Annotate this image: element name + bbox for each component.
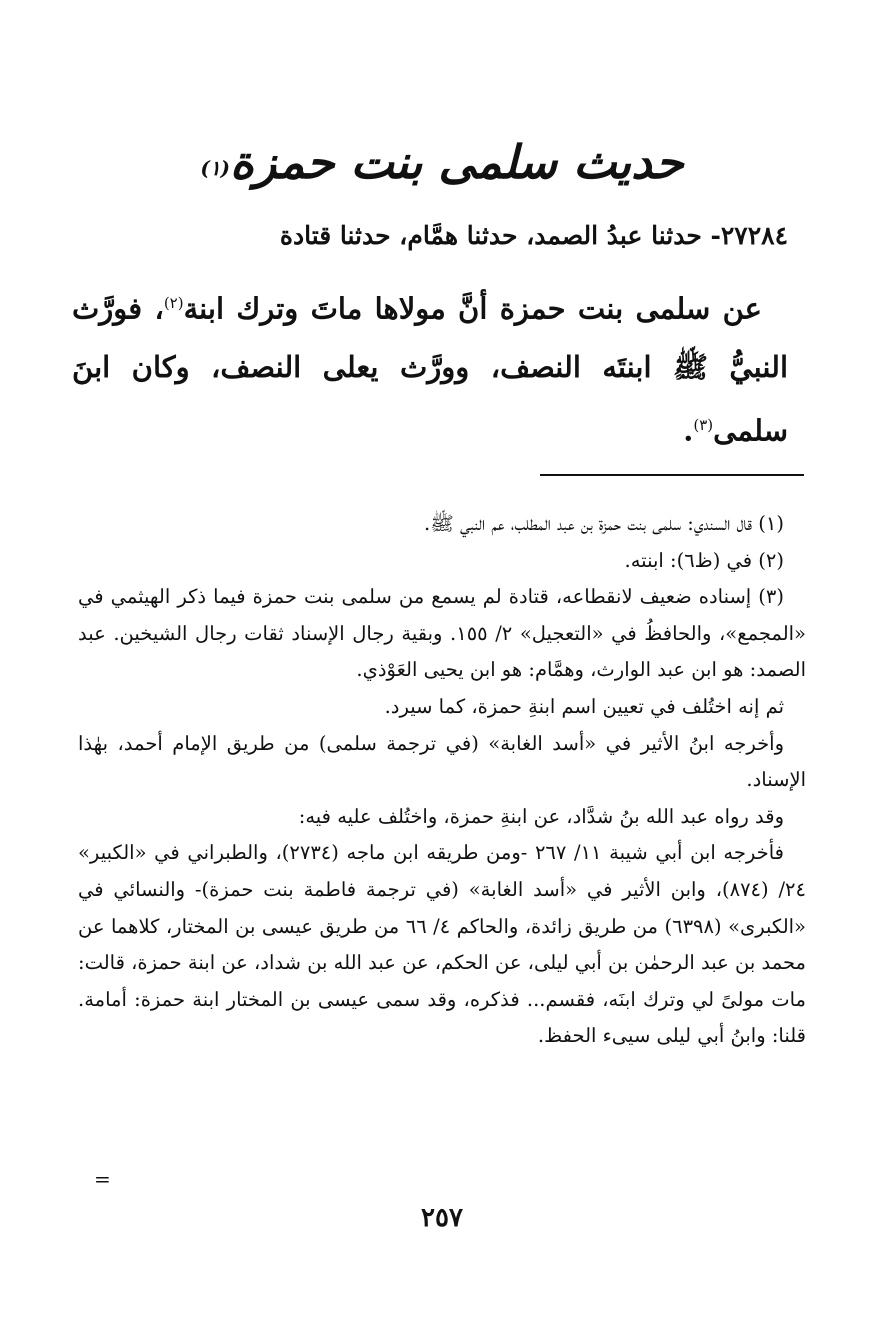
chapter-title (0, 122, 884, 202)
hadith-text-part-4: سلمى (713, 413, 788, 448)
footnote-3-paragraph-4: وقد رواه عبد الله بنُ شدَّاد، عن ابنةِ حمزة، واختُلف عليه فيه: (298, 804, 784, 828)
hadith-text-part-1: عن سلمى بنت حمزة أنَّ مولاها ماتَ وترك ابنة (183, 291, 762, 326)
footnote-2: (٢) في (ظ٦): ابنته. (624, 548, 784, 572)
footnote-3-paragraph-2: ثم إنه اختُلف في تعيين اسم ابنةِ حمزة، كما سيرد. (384, 694, 784, 718)
hadith-isnad-line: ٢٧٢٨٤- حدثنا عبدُ الصمد، حدثنا همَّام، حدثنا قتادة (279, 221, 788, 250)
hadith-text (72, 274, 788, 459)
footnote-3-paragraph-3: وأخرجه ابنُ الأثير في «أسد الغابة» (في ترجمة سلمى) من طريق الإمام أحمد، بهٰذا الإسناد. (78, 731, 806, 792)
page-number: ٢٥٧ (421, 1203, 463, 1233)
footnote-ref-2: (٢) (163, 294, 184, 312)
footnote-ref-3: (٣) (693, 415, 714, 434)
footnote-3-paragraph-5: فأخرجه ابن أبي شيبة ١١/ ٢٦٧ -ومن طريقه ابن ماجه (٢٧٣٤)، والطبراني في «الكبير» ٢٤/ (٨٧٤)، وابن الأثير في «أسد الغابة» (في ترجمة فاطمة بنت حمزة)- والنسائي في «الكبرى» (٦٣٩٨) من طريق زائدة، والحاكم ٤/ ٦٦ من طريق عيسى بن المختار، كلاهما عن محمد بن عبد الرحمٰن بن أبي ليلى، عن الحكم، عن عبد الله بن شداد، عن ابنة حمزة، قالت: مات مولىً لي وترك ابنَه، فقسم... فذكره، وقد سمى عيسى بن المختار ابنة حمزة: أمامة. قلنا: وابنُ أبي ليلى سيىء الحفظ. (78, 841, 806, 1048)
hadith-text-part-3: النبيُّ ﷺ ابنتَه النصف، وورَّث يعلى النصف، وكان ابنَ (72, 349, 788, 384)
chapter-title-text: حديث سلمى بنت حمزة (230, 135, 684, 189)
footnote-separator (540, 474, 804, 476)
hadith-text-part-2: ، فورَّث (72, 291, 164, 326)
continuation-mark: = (94, 1167, 111, 1191)
footnote-1: (١) قال السندي: سلمى بنت حمزة بن عبد المطلب، عم النبي ﷺ. (424, 512, 784, 535)
hadith-matn (72, 274, 788, 459)
title-footnote-ref: (١) (200, 156, 230, 180)
hadith-text-part-5: . (683, 413, 694, 448)
footnotes-section (78, 506, 806, 1055)
footnote-3: (٣) إسناده ضعيف لانقطاعه، قتادة لم يسمع من سلمى بنت حمزة فيما ذكر الهيثمي في «المجمع»، والحافظُ في «التعجيل» ٢/ ١٥٥. وبقية رجال الإسناد ثقات رجال الشيخين. عبد الصمد: هو ابن عبد الوارث، وهمَّام: هو ابن يحيى العَوْذي. (78, 585, 806, 682)
